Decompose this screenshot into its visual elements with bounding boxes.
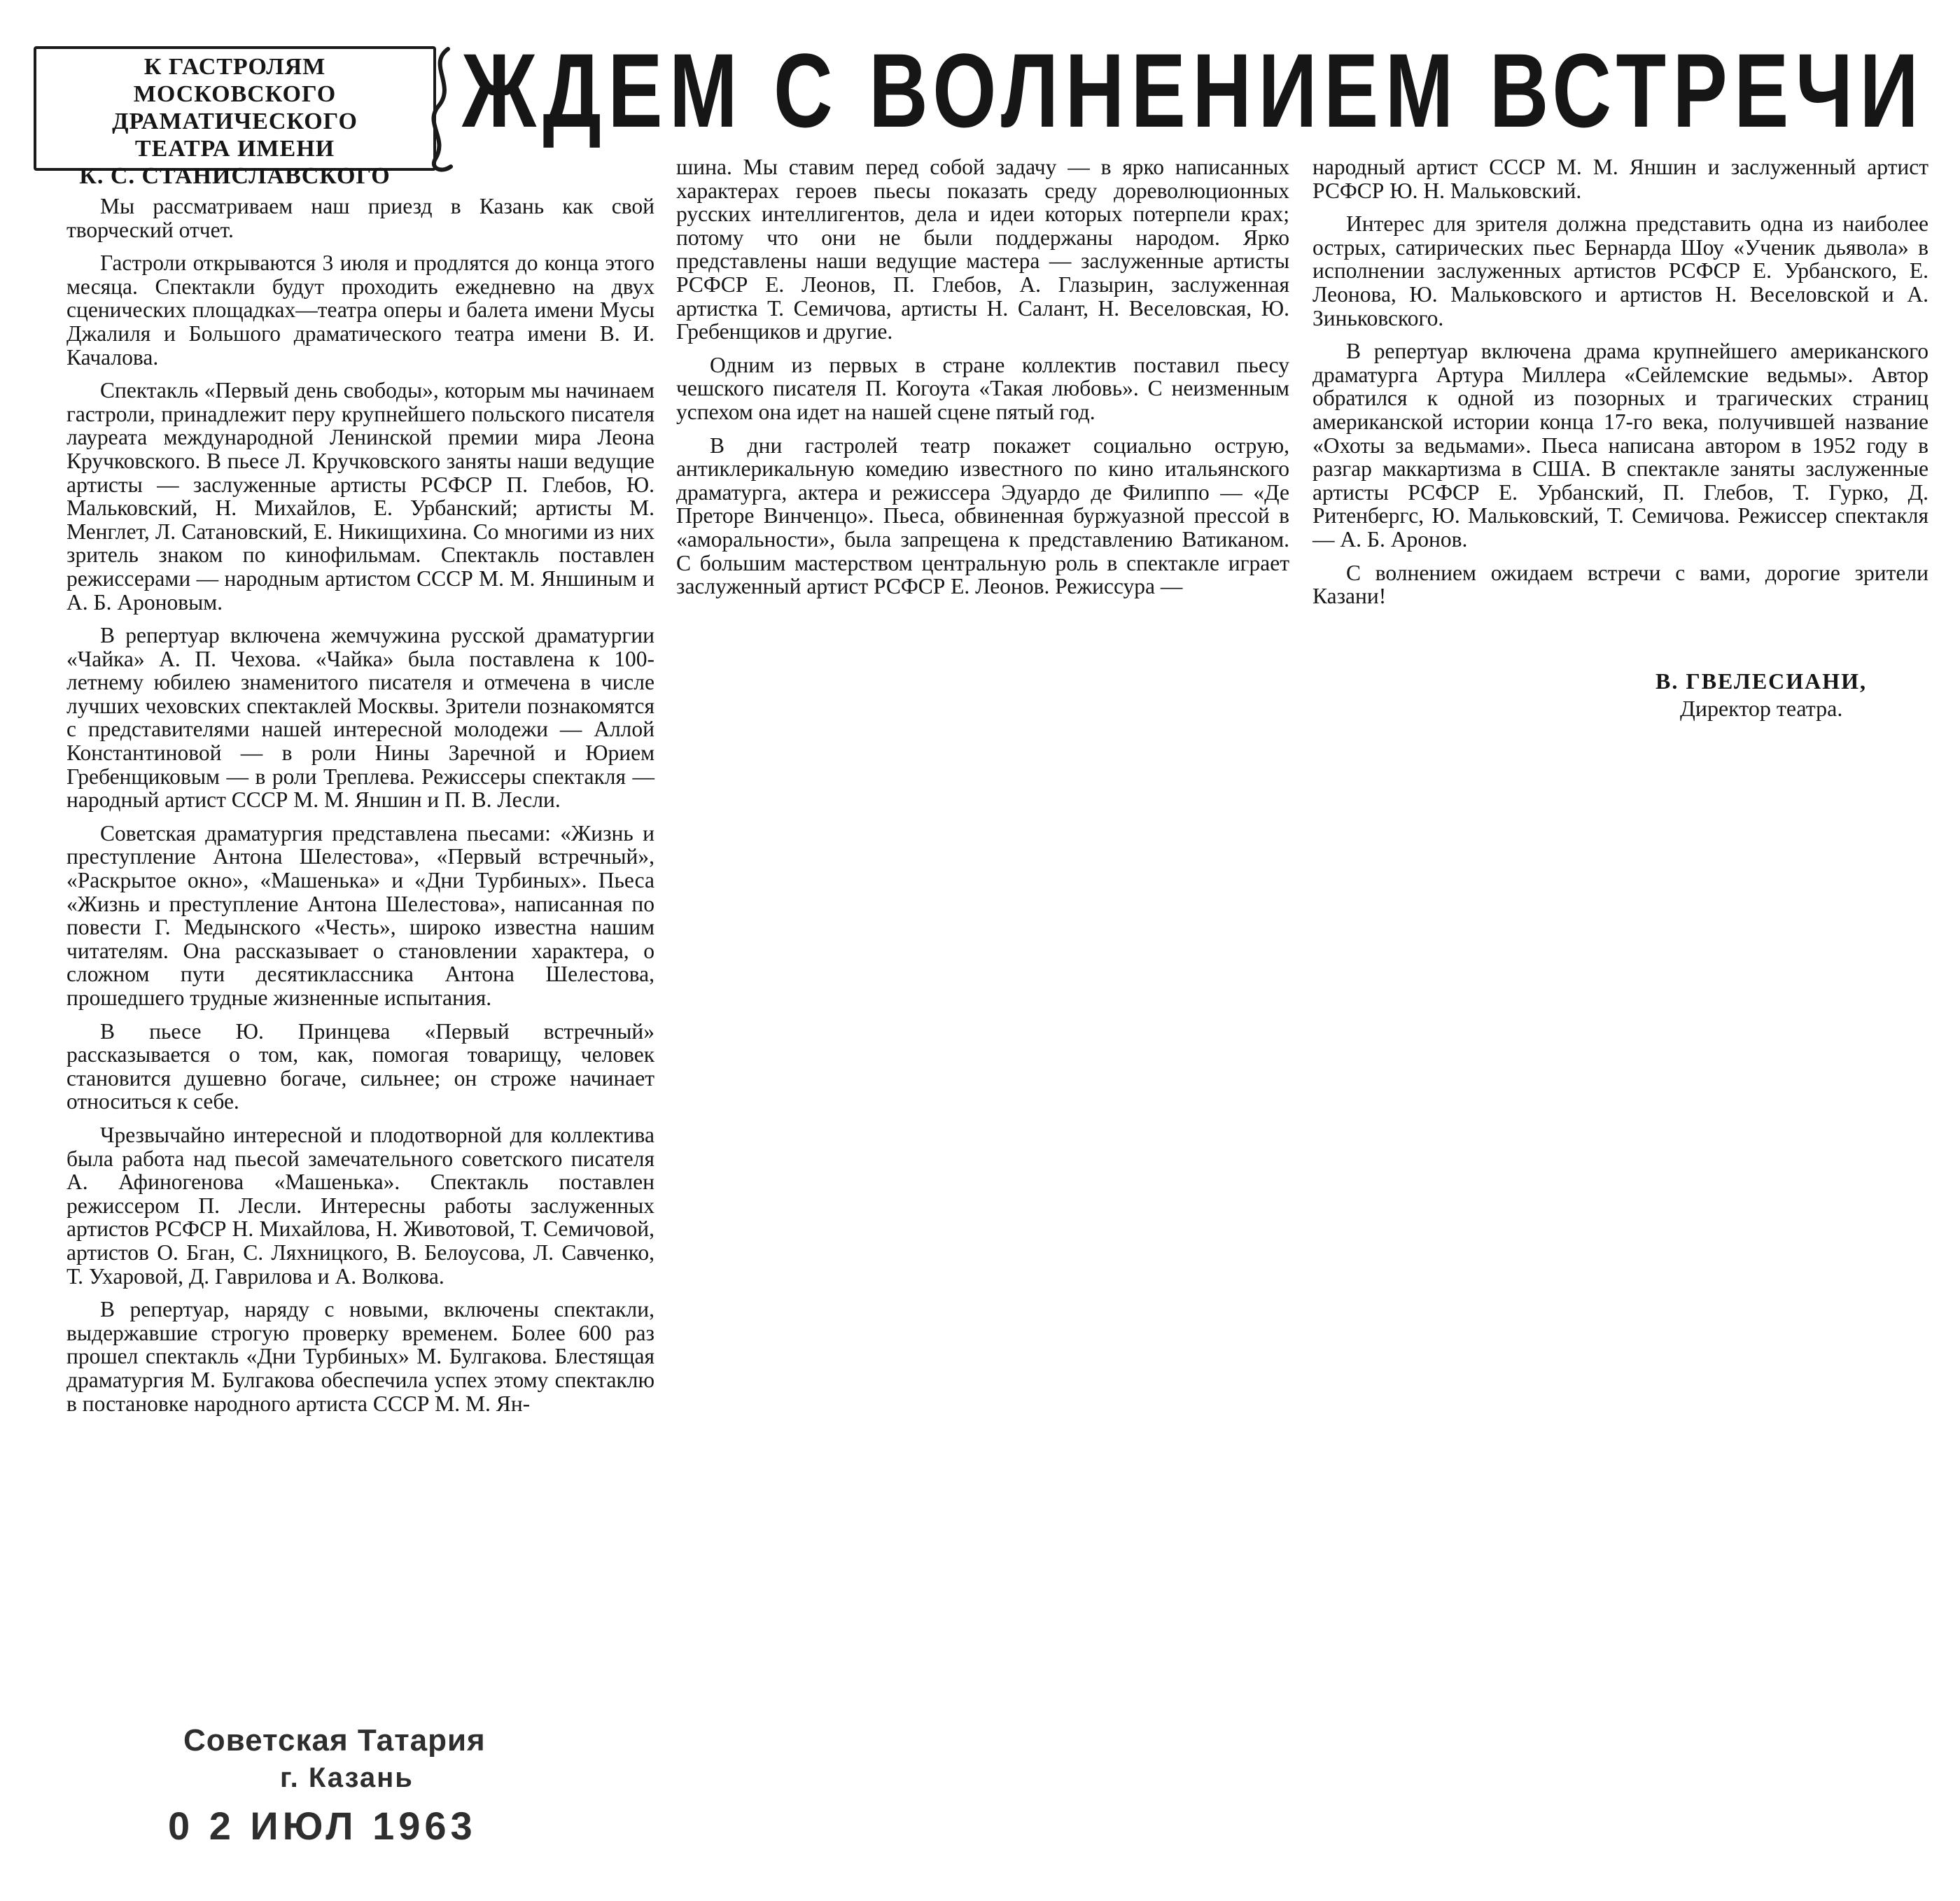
ornament-swirl-icon bbox=[420, 43, 462, 176]
kicker-line: К. С. СТАНИСЛАВСКОГО bbox=[79, 163, 391, 189]
kicker-line: К ГАСТРОЛЯМ bbox=[144, 54, 326, 80]
paragraph: Интерес для зрителя должна представить одна из наиболее острых, сатирических пьес Бернарда Шоу «Ученик дьявола» в исполнении заслуженных артистов РСФСР Е. Урбанского, Е. Леонова, Ю. Мальковского и артистов Н. Веселовской и А. Зиньковского. bbox=[1312, 211, 1928, 330]
paragraph: Советская драматургия представлена пьесами: «Жизнь и преступление Антона Шелестова», «Первый встречный», «Раскрытое окно», «Машенька» и «Дни Турбиных». Пьеса «Жизнь и преступление Антона Шелестова», написанная по повести Г. Медынского «Честь», широко известна нашим читателям. Она рассказывает о становлении характера, о сложном пути десятиклассника Антона Шелестова, прошедшего трудные жизненные испытания. bbox=[66, 820, 654, 1010]
paragraph: В репертуар, наряду с новыми, включены спектакли, выдержавшие строгую проверку временем. Более 600 раз прошел спектакль «Дни Турбиных» М. Булгакова. Блестящая драматургия М. Булгакова обеспечила успех этому спектаклю в постановке народного артиста СССР М. М. Ян- bbox=[66, 1297, 654, 1416]
kicker-line: МОСКОВСКОГО bbox=[133, 81, 337, 107]
kicker-line: ТЕАТРА ИМЕНИ bbox=[134, 136, 335, 162]
article-column-1 bbox=[66, 195, 654, 1425]
paragraph: Мы рассматриваем наш приезд в Казань как свой творческий отчет. bbox=[66, 194, 654, 242]
paragraph: В дни гастролей театр покажет социально острую, антиклерикальную комедию известного по кино итальянского драматурга, актера и режиссера Эдуардо де Филиппо — «Де Преторе Винченцо». Пьеса, обвиненная буржуазной прессой в «аморальности», была запрещена к представлению Ватиканом. С большим мастерством центральную роль в спектакле играет заслуженный артист РСФСР Е. Леонов. Режиссура — bbox=[676, 433, 1289, 599]
signature-name: В. ГВЕЛЕСИАНИ, bbox=[1656, 668, 1868, 694]
paragraph: народный артист СССР М. М. Яншин и заслуженный артист РСФСР Ю. Н. Мальковский. bbox=[1312, 155, 1928, 203]
paragraph: шина. Мы ставим перед собой задачу — в ярко написанных характерах героев пьесы показать среду дореволюционных русских интеллигентов, дела и идеи которых потерпели крах; потому что они не были поддержаны народом. Ярко представлены наши ведущие мастера — заслуженные артисты РСФСР Е. Леонов, П. Глебов, А. Глазырин, заслуженная артистка Т. Семичова, артисты Н. Салант, Н. Веселовская, Ю. Гребенщиков и другие. bbox=[676, 155, 1289, 344]
article-column-3 bbox=[1312, 155, 1928, 618]
paragraph: Чрезвычайно интересной и плодотворной для коллектива была работа над пьесой замечательного советского писателя А. Афиногенова «Машенька». Спектакль поставлен режиссером П. Лесли. Интересны работы заслуженных артистов РСФСР Н. Михайлова, Н. Животовой, Т. Семичовой, артистов О. Бган, С. Ляхницкого, В. Белоусова, Л. Савченко, Т. Ухаровой, Д. Гаврилова и А. Волкова. bbox=[66, 1122, 654, 1289]
paragraph: Гастроли открываются 3 июля и продлятся до конца этого месяца. Спектакли будут проходить ежедневно на двух сценических площадках—театра оперы и балета имени Мусы Джалиля и Большого драматического театра имени В. И. Качалова. bbox=[66, 251, 654, 370]
kicker-box bbox=[34, 46, 436, 189]
stamp-newspaper-name: Советская Татария bbox=[183, 1723, 486, 1758]
paragraph: В пьесе Ю. Принцева «Первый встречный» рассказывается о том, как, помогая товарищу, человек становится душевно богаче, сильнее; он строже начинает относиться к себе. bbox=[66, 1018, 654, 1114]
paragraph: Одним из первых в стране коллектив поставил пьесу чешского писателя П. Когоута «Такая любовь». С неизменным успехом она идет на нашей сцене пятый год. bbox=[676, 352, 1289, 424]
article-column-2 bbox=[676, 155, 1289, 608]
stamp-city: г. Казань bbox=[280, 1762, 414, 1793]
stamp-date: 0 2 ИЮЛ 1963 bbox=[168, 1804, 477, 1848]
signature-title: Директор театра. bbox=[1680, 696, 1843, 721]
paragraph: С волнением ожидаем встречи с вами, дорогие зрители Казани! bbox=[1312, 560, 1928, 609]
kicker-line: ДРАМАТИЧЕСКОГО bbox=[112, 108, 358, 134]
headline: ЖДЕМ С ВОЛНЕНИЕМ ВСТРЕЧИ bbox=[462, 31, 1926, 149]
paragraph: В репертуар включена жемчужина русской драматургии «Чайка» А. П. Чехова. «Чайка» была поставлена к 100-летнему юбилею знаменитого писателя и отмечена в числе лучших чеховских спектаклей Москвы. Зрители познакомятся с представителями нашей интересной молодежи — Аллой Константиновой — в роли Нины Заречной и Юрием Гребенщиковым — в роли Треплева. Режиссеры спектакля — народный артист СССР М. М. Яншин и П. В. Лесли. bbox=[66, 623, 654, 813]
paragraph: В репертуар включена драма крупнейшего американского драматурга Артура Миллера «Сейлемские ведьмы». Автор обратился к одной из позорных и трагических страниц американской истории конца 17-го века, получившей название «Охоты за ведьмами». Пьеса написана автором в 1952 году в разгар маккартизма в США. В спектакле заняты заслуженные артисты РСФСР Е. Урбанский, П. Глебов, Т. Гурко, Д. Ритенбергс, Ю. Мальковский, Т. Семичова. Режиссер спектакля — А. Б. Аронов. bbox=[1312, 339, 1928, 552]
paragraph: Спектакль «Первый день свободы», которым мы начинаем гастроли, принадлежит перу крупнейшего польского писателя лауреата международной Ленинской премии мира Леона Кручковского. В пьесе Л. Кручковского заняты наши ведущие артисты — заслуженные артисты РСФСР П. Глебов, Ю. Мальковский, Н. Михайлов, Е. Урбанский; артисты М. Менглет, Л. Сатановский, Е. Никищихина. Со многими из них зритель знаком по кинофильмам. Спектакль поставлен режиссерами — народным артистом СССР М. М. Яншиным и А. Б. Ароновым. bbox=[66, 378, 654, 615]
